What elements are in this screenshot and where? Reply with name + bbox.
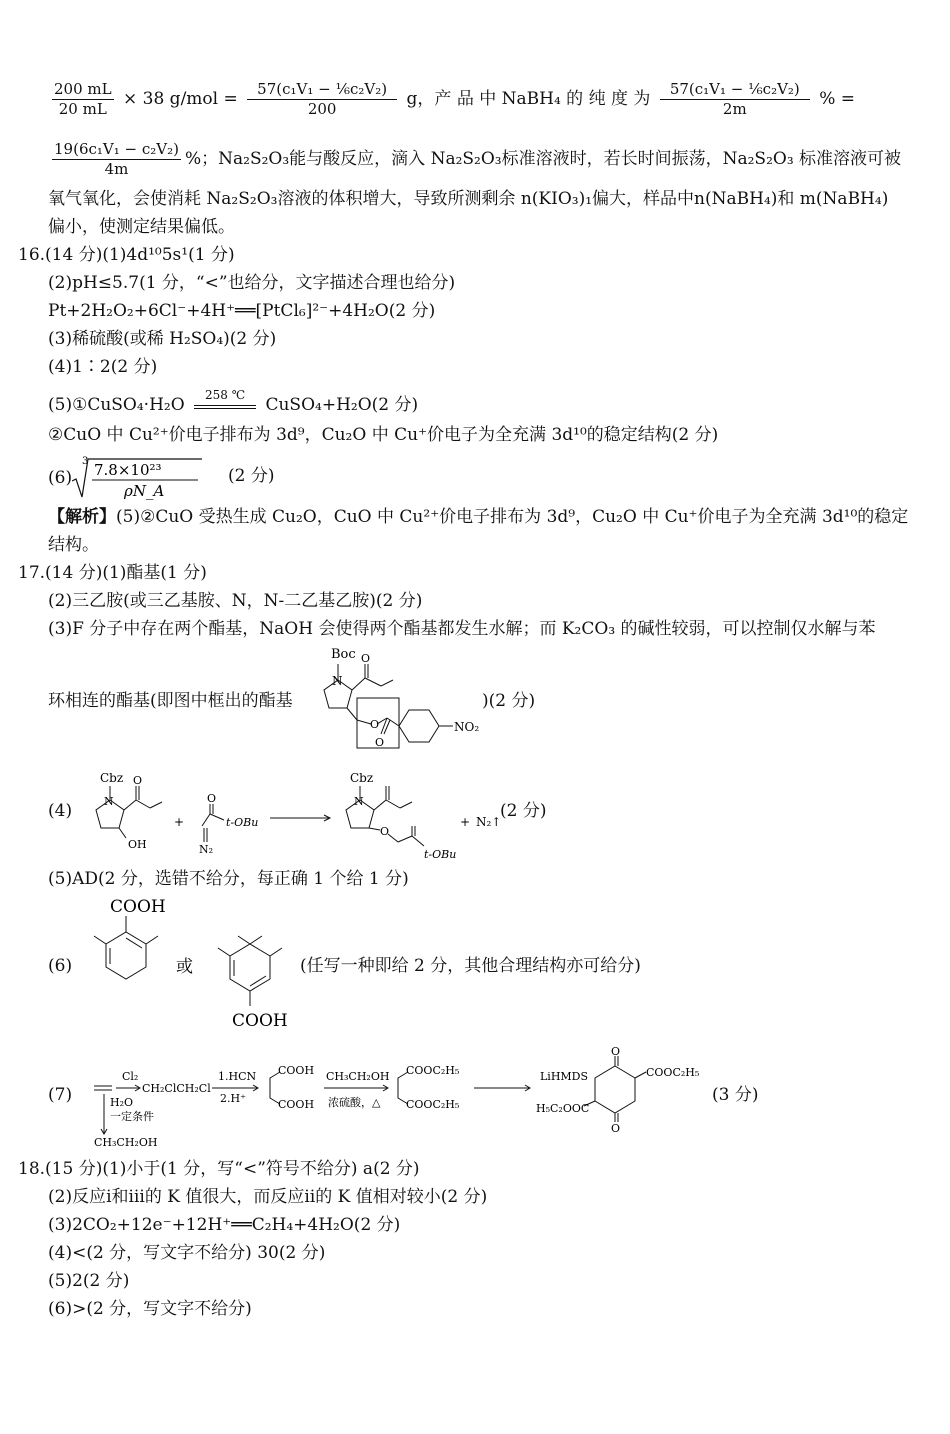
error-conclusion-line: 偏小，使测定结果偏低。 (48, 217, 235, 237)
q17-part7-label: (7) (48, 1085, 73, 1105)
q16-part5-2: ②CuO 中 Cu²⁺价电子排布为 3d⁹，Cu₂O 中 Cu⁺价电子为全充满 3d¹⁰的稳定结构(2 分) (48, 425, 719, 445)
purity-result-line: $\frac{\text{19(6c₁V₁ − c₂V₂)}}{4m}$ %；Na₂S₂O₃能与酸反应，滴入 Na₂S₂O₃标准溶液时，若长时间振荡，Na₂S₂O₃ 标准溶液可被 (54, 140, 902, 178)
error-analysis-line: 氧气氧化，会使消耗 Na₂S₂O₃溶液的体积增大，导致所测剩余 n(KIO₃)₁偏大，样品中n(NaBH₄)和 m(NaBH₄) (48, 189, 889, 209)
svg-text:N: N (354, 795, 364, 808)
svg-text:O: O (370, 718, 380, 731)
svg-text:Cbz: Cbz (350, 771, 374, 785)
svg-text:OH: OH (128, 838, 147, 851)
q17-part5: (5)AD(2 分，选错不给分，每正确 1 个给 1 分) (48, 869, 409, 889)
q17-part3: (3)F 分子中存在两个酯基，NaOH 会使得两个酯基都发生水解；而 K₂CO₃ 的碱性较弱，可以控制仅水解与苯 (48, 619, 876, 639)
molar-mass-text: × 38 g/mol = (123, 89, 238, 109)
svg-text:O: O (207, 792, 217, 805)
svg-text:CH₂ClCH₂Cl: CH₂ClCH₂Cl (142, 1082, 211, 1095)
q16-part1: 16.(14 分)(1)4d¹⁰5s¹(1 分) (18, 245, 235, 265)
compound-f-structure (295, 640, 495, 755)
svg-text:2.H⁺: 2.H⁺ (220, 1092, 246, 1105)
q16-part5-equation: (5)①CuSO₄·H₂O 258 ℃ CuSO₄+H₂O(2 分) (48, 387, 419, 415)
svg-text:N: N (104, 795, 114, 808)
svg-text:COOH: COOH (110, 897, 166, 917)
q17-part6-structures (90, 892, 310, 1037)
svg-text:O: O (611, 1122, 621, 1135)
svg-text:或: 或 (176, 957, 193, 977)
svg-text:Boc: Boc (331, 647, 356, 662)
svg-text:COOC₂H₅: COOC₂H₅ (406, 1098, 460, 1111)
svg-text:Cl₂: Cl₂ (122, 1070, 139, 1083)
q17-part3-score: )(2 分) (482, 691, 536, 711)
q18-part1: 18.(15 分)(1)小于(1 分，写“<”符号不给分) a(2 分) (18, 1159, 420, 1179)
svg-text:CH₃CH₂OH: CH₃CH₂OH (94, 1136, 158, 1149)
root-numerator: 7.8×10²³ (94, 461, 162, 479)
svg-text:COOH: COOH (278, 1064, 315, 1077)
svg-text:N₂↑: N₂↑ (476, 815, 502, 829)
svg-text:CH₃CH₂OH: CH₃CH₂OH (326, 1070, 390, 1083)
svg-text:浓硫酸，△: 浓硫酸，△ (328, 1096, 381, 1109)
svg-text:O: O (375, 736, 385, 749)
q17-part6-note: (任写一种即给 2 分，其他合理结构亦可给分) (300, 956, 641, 976)
purity-fraction: $\frac{\text{57(c₁V₁ − ⅙c₂V₂)}}{2m}$ (660, 80, 810, 119)
q17-part7-score: (3 分) (712, 1085, 759, 1105)
svg-text:N₂: N₂ (199, 843, 214, 856)
svg-text:t-OBu: t-OBu (226, 816, 259, 829)
root-denominator: ρN_A (124, 482, 165, 500)
purity-result-fraction: $\frac{\text{19(6c₁V₁ − c₂V₂)}}{4m}$ (54, 140, 179, 178)
volume-fraction: $\frac{200 mL}{20 mL}$ (54, 80, 112, 118)
percent-equals: % = (819, 89, 856, 109)
q17-part1: 17.(14 分)(1)酯基(1 分) (18, 563, 207, 583)
q18-part4: (4)<(2 分，写文字不给分) 30(2 分) (48, 1243, 326, 1263)
q16-analysis: 【解析】(5)②CuO 受热生成 Cu₂O，CuO 中 Cu²⁺价电子排布为 3d⁹，Cu₂O 中 Cu⁺价电子为全充满 3d¹⁰的稳定 (48, 507, 909, 527)
root-index: 3 (82, 456, 89, 467)
svg-text:1.HCN: 1.HCN (218, 1070, 257, 1083)
svg-text:COOH: COOH (278, 1098, 315, 1111)
purity-text: g，产 品 中 NaBH₄ 的 纯 度 为 (406, 89, 651, 109)
svg-text:+: + (460, 815, 471, 829)
q18-part5: (5)2(2 分) (48, 1271, 130, 1291)
svg-text:O: O (133, 774, 143, 787)
svg-text:Cbz: Cbz (100, 771, 124, 785)
benzene-ring (399, 710, 439, 742)
q18-part6: (6)>(2 分，写文字不给分) (48, 1299, 252, 1319)
svg-text:O: O (611, 1045, 621, 1058)
svg-text:t-OBu: t-OBu (424, 848, 457, 861)
q16-part2: (2)pH≤5.7(1 分，“<”也给分，文字描述合理也给分) (48, 273, 456, 293)
purity-formula-line (48, 80, 855, 119)
svg-text:O: O (380, 825, 390, 838)
svg-text:O: O (361, 652, 371, 665)
svg-text:+: + (174, 815, 185, 829)
svg-text:H₂O: H₂O (110, 1096, 134, 1109)
svg-text:COOH: COOH (232, 1011, 288, 1031)
q17-part4-label: (4) (48, 801, 73, 821)
q18-part2: (2)反应ⅰ和ⅲ的 K 值很大，而反应ⅱ的 K 值相对较小(2 分) (48, 1187, 488, 1207)
heating-arrow: 258 ℃ (190, 396, 260, 416)
mass-fraction: $\frac{\text{57(c₁V₁ − ⅙c₂V₂)}}{200}$ (247, 80, 397, 119)
q16-part3: (3)稀硫酸(或稀 H₂SO₄)(2 分) (48, 329, 277, 349)
svg-text:N: N (332, 674, 343, 688)
svg-text:LiHMDS: LiHMDS (540, 1070, 589, 1083)
svg-text:COOC₂H₅: COOC₂H₅ (406, 1064, 460, 1077)
q17-part2: (2)三乙胺(或三乙基胺、N，N-二乙基乙胺)(2 分) (48, 591, 423, 611)
cube-root-formula (72, 455, 232, 501)
svg-text:COOC₂H₅: COOC₂H₅ (646, 1066, 700, 1079)
svg-text:NO₂: NO₂ (454, 720, 480, 734)
q16-part6: (6) 3 7.8×10²³ ρN_A (2 分) (48, 456, 275, 500)
q17-part4-score: (2 分) (500, 801, 547, 821)
q16-equation: Pt+2H₂O₂+6Cl⁻+4H⁺══[PtCl₆]²⁻+4H₂O(2 分) (48, 301, 436, 321)
svg-text:H₅C₂OOC: H₅C₂OOC (536, 1102, 590, 1115)
svg-text:一定条件: 一定条件 (110, 1110, 154, 1123)
q16-part4: (4)1∶2(2 分) (48, 357, 158, 377)
q16-analysis-cont: 结构。 (48, 535, 99, 555)
q17-part6-label: (6) (48, 956, 73, 976)
q17-part3-cont: 环相连的酯基(即图中框出的酯基 (48, 691, 293, 711)
q17-part4-reaction (78, 768, 558, 868)
q18-part3: (3)2CO₂+12e⁻+12H⁺══C₂H₄+4H₂O(2 分) (48, 1215, 401, 1235)
q17-part7-synthesis-route (90, 1044, 730, 1152)
